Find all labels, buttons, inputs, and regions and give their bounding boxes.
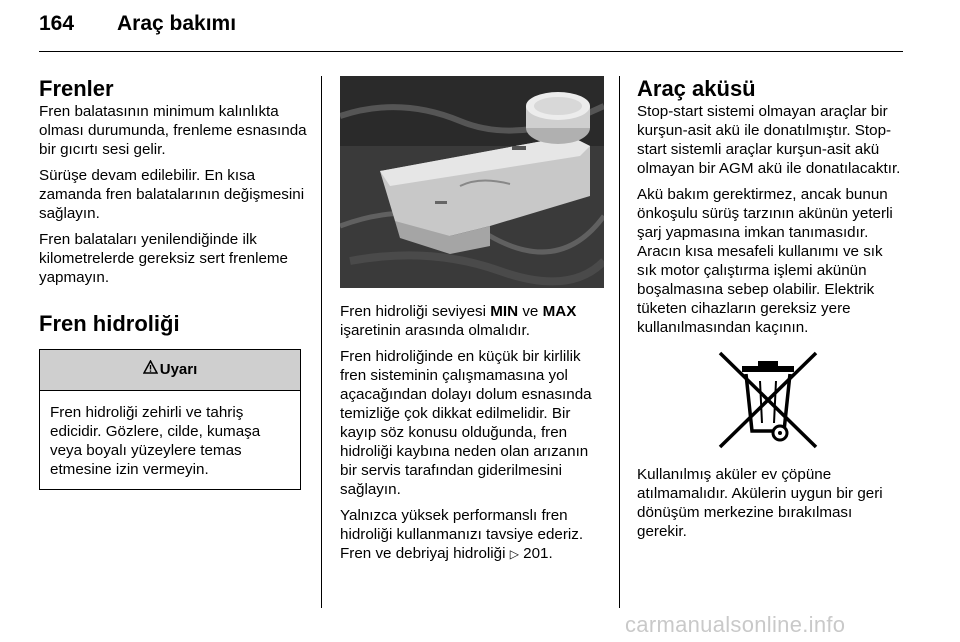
label-min: MIN (490, 303, 519, 320)
warning-title: Uyarı (159, 361, 198, 378)
column-brake-fluid (340, 76, 604, 571)
page-reference-link[interactable]: 201. (518, 545, 553, 562)
warning-text: Fren hidroliği zehirli ve tahriş edicidir. Gözlere, cilde, kumaşa veya boyalı yüzeylere temas etmesine izin vermeyin. (50, 404, 261, 478)
paragraph: Akü bakım gerektirmez, ancak bunun önkoşulu sürüş tarzının akünün yeterli şarj yapmasına imkan tanımasıdır. Aracın kısa mesafeli kullanımı ve sık sık motor çalıştırma işlemi akünün boşalmasına sebep olabilir. Elektrik tüketen cihazların gereksiz yere kullanılmasından kaçının. (637, 186, 893, 336)
crossed-out-bin-icon (716, 349, 820, 451)
header-rule (39, 51, 903, 52)
watermark: carmanualsonline.info (625, 612, 846, 637)
warning-header (40, 350, 300, 391)
paragraph: Fren hidroliğinde en küçük bir kirlilik fren sisteminin çalışmamasına yol açacağından dolayı dolum esnasında temizliğe çok dikkat edilmelidir. Bir kayıp söz konusu olduğunda, fren hidroliği kaybına neden olan arızanın bir servis tarafından giderilmesini sağlayın. (340, 348, 592, 498)
paragraph: Kullanılmış aküler ev çöpüne atılmamalıdır. Akülerin uygun bir geri dönüşüm merkezine bırakılması gerekir. (637, 466, 883, 540)
heading-battery: Araç aküsü (637, 76, 756, 101)
text: Yalnızca yüksek performanslı fren hidroliği kullanmanızı tavsiye ederiz. Fren ve debriyaj hidroliği (340, 507, 584, 562)
column-battery (637, 76, 905, 548)
paragraph: Fren balatasının minimum kalınlıkta olması durumunda, frenleme esnasında bir gıcırtı sesi gelir. (39, 103, 307, 158)
heading-brake-fluid: Fren hidroliği (39, 311, 180, 336)
text: ve (518, 303, 543, 320)
paragraph: Stop-start sistemi olmayan araçlar bir kurşun-asit akü ile donatılmıştır. Stop-start sistemli araçlar kurşun-asit akü olmayan bir AGM akü ile donatılacaktır. (637, 103, 901, 177)
text: Fren hidroliği seviyesi (340, 303, 491, 320)
text: işaretinin arasında olmalıdır. (340, 322, 530, 339)
page-number: 164 (39, 12, 75, 35)
column-brakes (39, 76, 307, 490)
column-divider (321, 76, 322, 608)
column-divider (619, 76, 620, 608)
heading-brakes: Frenler (39, 76, 114, 101)
paragraph-reference (340, 506, 604, 564)
page-title: Araç bakımı (117, 12, 237, 35)
paragraph-level (340, 302, 604, 340)
label-max: MAX (542, 303, 577, 320)
warning-box (39, 349, 301, 490)
page-header (39, 12, 236, 36)
brake-fluid-reservoir-photo (340, 76, 604, 288)
warning-triangle-icon (143, 350, 158, 390)
paragraph: Sürüşe devam edilebilir. En kısa zamanda fren balatalarının değişmesini sağlayın. (39, 167, 305, 222)
paragraph: Fren balataları yenilendiğinde ilk kilometrelerde gereksiz sert frenleme yapmayın. (39, 231, 288, 286)
reference-arrow-icon: ▷ (509, 547, 519, 561)
